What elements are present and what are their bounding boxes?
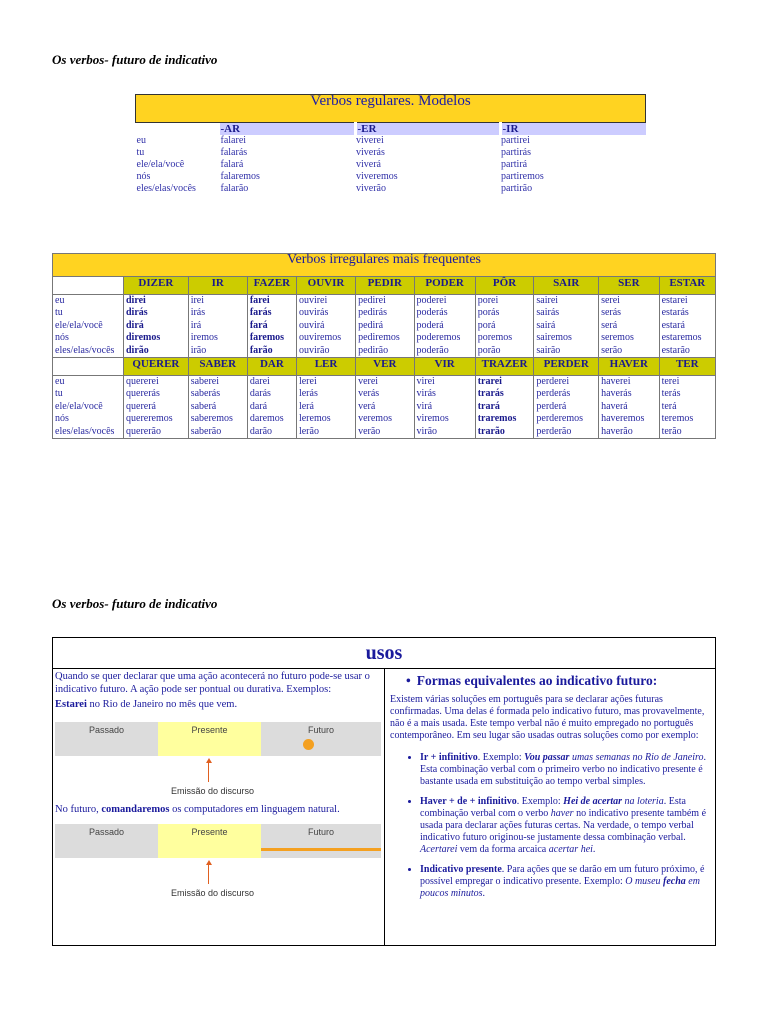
conjugation: falarão	[220, 183, 249, 194]
conjugation: haverão	[601, 425, 633, 437]
conjugation: faremos	[249, 332, 285, 344]
conjugation-column	[659, 376, 715, 439]
conjugation: falará	[220, 159, 244, 170]
er-column	[355, 135, 500, 195]
verb-header: QUERER	[124, 358, 189, 376]
conjugation: haverá	[601, 400, 628, 412]
conjugation: serão	[601, 344, 623, 356]
conjugation-column	[534, 376, 599, 439]
example-2: No futuro, comandaremos os computadores em linguagem natural.	[55, 803, 340, 815]
person-label: nós	[136, 171, 151, 182]
conjugation: poremos	[477, 332, 513, 344]
conjugation: poderei	[416, 295, 447, 306]
conjugation: ouvirão	[298, 344, 330, 356]
conjugation: diremos	[126, 332, 161, 344]
conjugation: darás	[249, 388, 271, 400]
future-duration-bar	[261, 848, 381, 851]
conjugation: dará	[249, 400, 268, 412]
verb-header: FAZER	[247, 277, 296, 295]
conjugation: verão	[358, 425, 381, 437]
conjugation-column	[124, 376, 189, 439]
conjugation-column	[247, 376, 296, 439]
page-title-2: Os verbos- futuro de indicativo	[52, 596, 218, 611]
conjugation: será	[601, 319, 618, 331]
conjugation: dirá	[126, 319, 144, 331]
verb-header: LER	[296, 358, 355, 376]
conjugation: haverás	[601, 388, 632, 400]
conjugation: fará	[249, 319, 268, 331]
conjugation: serei	[601, 295, 620, 306]
verb-header: IR	[188, 277, 247, 295]
conjugation: irei	[190, 295, 205, 306]
conjugation-column	[356, 295, 414, 358]
conjugation: sairá	[536, 319, 556, 331]
conjugation: sairei	[536, 295, 559, 306]
usos-intro: Quando se quer declarar que uma ação acontecerá no futuro pode-se usar o indicativo futuro. A ação pode ser pontual ou durativa. Exemplos:	[55, 671, 370, 695]
person-label: tu	[55, 307, 63, 319]
conjugation: lerá	[298, 400, 314, 412]
timeline-emissao: Emissão do discurso	[171, 785, 255, 796]
conjugation: quererão	[126, 425, 161, 437]
conjugation: ouvirei	[298, 295, 328, 306]
conjugation: estarás	[661, 307, 689, 319]
irregular-verbs-table	[52, 253, 716, 439]
person-label: eles/elas/vocês	[55, 425, 115, 437]
conjugation-column	[599, 295, 660, 358]
conjugation: porão	[477, 344, 501, 356]
conjugation: darei	[249, 376, 270, 388]
conjugation: quererá	[126, 400, 156, 412]
conjugation: haverei	[601, 376, 631, 388]
conjugation: terei	[661, 376, 680, 388]
person-column	[53, 376, 124, 439]
timeline-1	[55, 722, 382, 756]
usos-right-column	[386, 669, 715, 945]
verb-header: PERDER	[534, 358, 599, 376]
conjugation-column	[599, 376, 660, 439]
conjugation: falarei	[220, 135, 247, 146]
conjugation: ouviremos	[298, 332, 342, 344]
conjugation: partirão	[501, 183, 533, 194]
future-point-marker	[303, 739, 314, 750]
conjugation: daremos	[249, 413, 284, 425]
header-ir: -IR	[500, 123, 646, 136]
equivalents-heading: • Formas equivalentes ao indicativo futuro:	[406, 673, 658, 688]
verb-header: SER	[599, 277, 660, 295]
conjugation: viverão	[356, 183, 386, 194]
verb-header: PEDIR	[356, 277, 414, 295]
conjugation: haveremos	[601, 413, 645, 425]
conjugation: quereremos	[126, 413, 173, 425]
conjugation: trarão	[477, 425, 505, 437]
conjugation-column	[247, 295, 296, 358]
usos-title: usos	[53, 638, 715, 669]
conjugation: terás	[661, 388, 681, 400]
conjugation-column	[475, 295, 534, 358]
conjugation: pedirás	[358, 307, 387, 319]
conjugation: veremos	[358, 413, 392, 425]
person-label: nós	[55, 413, 69, 425]
conjugation: saberão	[190, 425, 222, 437]
conjugation: ouvirás	[298, 307, 329, 319]
conjugation-column	[475, 376, 534, 439]
ar-column	[220, 135, 356, 195]
conjugation: quererás	[126, 388, 160, 400]
equivalents-intro: Existem várias soluções em português para se declarar ações futuras confirmadas. Uma delas é formada pelo indicativo futuro, mas provavelmente, não é a mais usada. Este tempo verbal não é muito empregado no português contemporâneo. Em seu lugar são usadas outras soluções como por exemplo:	[390, 694, 705, 741]
conjugation: farás	[249, 307, 272, 319]
conjugation: traremos	[477, 413, 517, 425]
conjugation: iremos	[190, 332, 218, 344]
verb-header: PÔR	[475, 277, 534, 295]
conjugation: teremos	[661, 413, 694, 425]
person-label: eu	[55, 376, 65, 388]
conjugation: trará	[477, 400, 500, 412]
conjugation: poderão	[416, 344, 449, 356]
conjugation-column	[188, 376, 247, 439]
verb-header: HAVER	[599, 358, 660, 376]
conjugation: estarão	[661, 344, 690, 356]
conjugation: estará	[661, 319, 685, 331]
header-ar: -AR	[220, 123, 356, 136]
conjugation: sairemos	[536, 332, 572, 344]
conjugation: dirão	[126, 344, 149, 356]
conjugation: partirá	[501, 159, 528, 170]
conjugation: estarei	[661, 295, 688, 306]
person-label: ele/ela/você	[55, 400, 103, 412]
person-column	[136, 135, 220, 195]
verb-header: TRAZER	[475, 358, 534, 376]
conjugation: viveremos	[356, 171, 398, 182]
equivalent-item-1: • Ir + infinitivo. Exemplo: Vou passar umas semanas no Rio de Janeiro. Esta combinação verbal com o primeiro verbo no indicativo presente é bastante usada em substituição ao tempo verbal simples.	[420, 752, 711, 788]
conjugation: sairão	[536, 344, 561, 356]
person-column	[53, 295, 124, 358]
conjugation: porá	[477, 319, 496, 331]
person-label: tu	[55, 388, 63, 400]
verb-header: SABER	[188, 358, 247, 376]
equivalent-item-3: • Indicativo presente. Para ações que se darão em um futuro próximo, é possível empregar o indicativo presente. Exemplo: O museu fecha em poucos minutos.	[420, 864, 711, 900]
conjugation: perderá	[536, 400, 567, 412]
conjugation: pedirá	[358, 319, 384, 331]
conjugation: poderemos	[416, 332, 461, 344]
verb-header: VIR	[414, 358, 475, 376]
regular-verbs-table	[135, 94, 646, 195]
conjugation-column	[124, 295, 189, 358]
conjugation: irás	[190, 307, 206, 319]
conjugation: saberá	[190, 400, 217, 412]
conjugation: saberei	[190, 376, 220, 388]
verb-header: ESTAR	[659, 277, 715, 295]
conjugation: pediremos	[358, 332, 400, 344]
conjugation: verá	[358, 400, 376, 412]
regular-verbs-title: Verbos regulares. Modelos	[136, 95, 646, 123]
verb-header: OUVIR	[296, 277, 355, 295]
conjugation-column	[296, 376, 355, 439]
conjugation: viverás	[356, 147, 385, 158]
conjugation-column	[414, 295, 475, 358]
conjugation: sairás	[536, 307, 560, 319]
conjugation: trarás	[477, 388, 504, 400]
conjugation: irá	[190, 319, 202, 331]
person-label: eles/elas/vocês	[55, 344, 115, 356]
verb-header: SAIR	[534, 277, 599, 295]
person-label: eu	[55, 295, 65, 306]
person-label: ele/ela/você	[136, 159, 185, 170]
usos-box	[52, 637, 716, 946]
conjugation: perderão	[536, 425, 572, 437]
conjugation: farão	[249, 344, 273, 356]
conjugation: verás	[358, 388, 380, 400]
conjugation: terão	[661, 425, 682, 437]
conjugation: pedirão	[358, 344, 389, 356]
conjugation: estaremos	[661, 332, 702, 344]
conjugation: poderá	[416, 319, 444, 331]
conjugation: terá	[661, 400, 677, 412]
example-1: Estarei no Rio de Janeiro no mês que vem.	[55, 699, 238, 710]
conjugation: perderei	[536, 376, 570, 388]
conjugation: falarás	[220, 147, 248, 158]
person-label: ele/ela/você	[55, 319, 103, 331]
conjugation: partiremos	[501, 171, 544, 182]
verb-header: DIZER	[124, 277, 189, 295]
conjugation: poderás	[416, 307, 448, 319]
verb-header: VER	[356, 358, 414, 376]
conjugation-column	[414, 376, 475, 439]
conjugation-column	[296, 295, 355, 358]
conjugation: viremos	[416, 413, 449, 425]
conjugation: pedirei	[358, 295, 386, 306]
person-label: tu	[136, 147, 145, 158]
conjugation: porás	[477, 307, 500, 319]
verb-header: DAR	[247, 358, 296, 376]
conjugation: farei	[249, 295, 270, 306]
ir-column	[500, 135, 646, 195]
conjugation: lerei	[298, 376, 317, 388]
conjugation: saberás	[190, 388, 221, 400]
conjugation-column	[659, 295, 715, 358]
conjugation: virão	[416, 425, 438, 437]
verb-header: TER	[659, 358, 715, 376]
conjugation: partirei	[501, 135, 530, 146]
timeline-2: Passado Presente Futuro	[55, 824, 382, 858]
conjugation: porei	[477, 295, 499, 306]
conjugation: falaremos	[220, 171, 260, 182]
page-title: Os verbos- futuro de indicativo	[52, 52, 218, 67]
conjugation: verei	[358, 376, 379, 388]
timeline-futuro: Futuro	[307, 724, 334, 735]
header-er: -ER	[355, 123, 500, 136]
conjugation: lerás	[298, 388, 318, 400]
conjugation: seremos	[601, 332, 634, 344]
conjugation: virei	[416, 376, 435, 388]
conjugation: leremos	[298, 413, 331, 425]
conjugation: trarei	[477, 376, 502, 388]
conjugation: ouvirá	[298, 319, 325, 331]
conjugation: perderás	[536, 388, 571, 400]
conjugation: dirás	[126, 307, 148, 319]
conjugation: virá	[416, 400, 433, 412]
conjugation: darão	[249, 425, 273, 437]
usos-left-column: Quando se quer declarar que uma ação acontecerá no futuro pode-se usar o indicativo futuro. A ação pode ser pontual ou durativa. Exemplos: Estarei no Rio de Janeiro no mês que vem. Passado Presente Futuro Emissão do discurso No futuro, comandaremos os computadores em linguagem natural. Passado Presente Futuro Emissão do discurso	[53, 669, 385, 945]
conjugation: saberemos	[190, 413, 233, 425]
conjugation: quererei	[126, 376, 159, 388]
conjugation: lerão	[298, 425, 319, 437]
person-label: eu	[136, 135, 146, 146]
conjugation: direi	[126, 295, 146, 306]
conjugation-column	[356, 376, 414, 439]
conjugation: viverei	[356, 135, 384, 146]
conjugation-column	[534, 295, 599, 358]
irregular-verbs-title: Verbos irregulares mais frequentes	[53, 254, 716, 277]
verb-header: PODER	[414, 277, 475, 295]
conjugation: irão	[190, 344, 207, 356]
person-label: nós	[55, 332, 69, 344]
timeline-presente: Presente	[191, 724, 228, 735]
conjugation: serás	[601, 307, 622, 319]
conjugation: partirás	[501, 147, 531, 158]
equivalent-item-2: • Haver + de + infinitivo. Exemplo: Hei de acertar na loteria. Esta combinação verbal com o verbo haver no indicativo presente também é usada para declarar ações futuras certas. Na verdade, o tempo verbal indicativo futuro originou-se justamente dessa combinação verbal. Acertarei vem da forma arcaica acertar hei.	[420, 796, 711, 856]
conjugation-column	[188, 295, 247, 358]
person-label: eles/elas/vocês	[136, 183, 196, 194]
conjugation: perderemos	[536, 413, 584, 425]
conjugation: viverá	[356, 159, 381, 170]
timeline-passado: Passado	[88, 724, 125, 735]
conjugation: virás	[416, 388, 436, 400]
